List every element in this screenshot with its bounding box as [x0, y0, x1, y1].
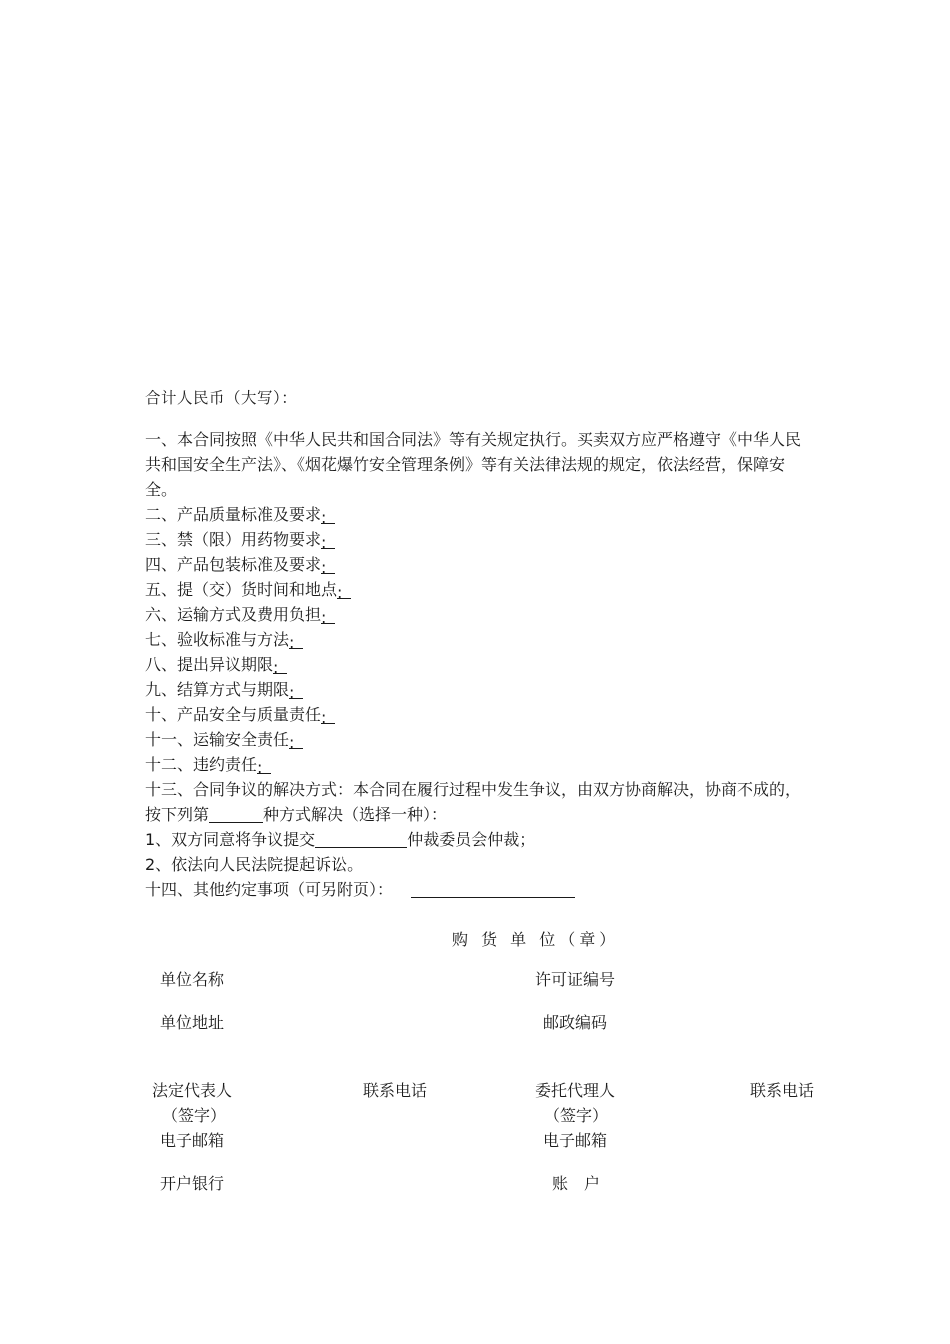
legal-representative-label: 法定代表人	[152, 1081, 233, 1100]
clause-12-colon: :	[257, 758, 263, 777]
unit-address-label: 单位地址	[160, 1013, 225, 1032]
clause-8-colon: :	[273, 658, 279, 677]
clause-7	[145, 627, 810, 652]
clause-14-text: 十四、其他约定事项（可另附页）：	[145, 880, 394, 899]
authorized-agent-label: 委托代理人	[535, 1081, 616, 1100]
clause-2-text: 二、产品质量标准及要求	[145, 505, 322, 524]
clause-2-colon: :	[321, 508, 327, 527]
agent-signature-label: （签字）	[544, 1106, 609, 1125]
clause-9-colon: :	[289, 683, 295, 702]
clause-1: 一、本合同按照《中华人民共和国合同法》等有关规定执行。买卖双方应严格遵守《中华人民共和国安全生产法》、《烟花爆竹安全管理条例》等有关法律法规的规定，依法经营，保障安全。	[145, 430, 802, 499]
clause-10-blank[interactable]	[321, 705, 335, 727]
clause-2	[145, 502, 810, 527]
postal-code-label: 邮政编码	[543, 1013, 608, 1032]
clause-6-colon: :	[321, 608, 327, 627]
unit-name-label: 单位名称	[160, 970, 225, 989]
option-2: 2、依法向人民法院提起诉讼。	[145, 855, 364, 874]
clause-11-blank[interactable]	[289, 730, 303, 752]
clause-3-blank[interactable]	[321, 530, 335, 552]
clause-7-blank[interactable]	[289, 630, 303, 652]
clause-4-colon: :	[321, 558, 327, 577]
bank-label: 开户银行	[160, 1174, 225, 1193]
clause-5-text: 五、提（交）货时间和地点	[145, 580, 338, 599]
clause-11-text: 十一、运输安全责任	[145, 730, 290, 749]
clause-10-colon: :	[321, 708, 327, 727]
clause-3-colon: :	[321, 533, 327, 552]
clause-8-blank[interactable]	[273, 655, 287, 677]
clause-5	[145, 577, 810, 602]
license-number-label: 许可证编号	[535, 970, 616, 989]
email-label-1: 电子邮箱	[160, 1131, 225, 1150]
contact-phone-label-1: 联系电话	[363, 1081, 428, 1100]
clause-13-text-end: 种方式解决（选择一种）：	[263, 805, 448, 824]
clause-3-text: 三、禁（限）用药物要求	[145, 530, 322, 549]
option-1	[145, 827, 810, 852]
clause-7-colon: :	[289, 633, 295, 652]
contract-clauses	[145, 427, 810, 902]
clause-11-colon: :	[289, 733, 295, 752]
clause-12-blank[interactable]	[257, 755, 271, 777]
arbitration-commission-blank[interactable]	[315, 829, 407, 848]
clause-9	[145, 677, 810, 702]
clause-5-colon: :	[337, 583, 343, 602]
total-amount-label: 合计人民币（大写）：	[145, 389, 298, 407]
clause-6	[145, 602, 810, 627]
clause-7-text: 七、验收标准与方法	[145, 630, 290, 649]
clause-5-blank[interactable]	[337, 580, 351, 602]
clause-4	[145, 552, 810, 577]
clause-13	[145, 777, 810, 827]
clause-13-text: 十三、合同争议的解决方式：本合同在履行过程中发生争议，由双方协商解决，协商不成的，按下列第	[145, 780, 802, 824]
option-1-text: 1、双方同意将争议提交	[145, 830, 316, 849]
buyer-seal-title: 购 货 单 位（章）	[452, 930, 620, 949]
clause-12	[145, 752, 810, 777]
clause-6-text: 六、运输方式及费用负担	[145, 605, 322, 624]
clause-10-text: 十、产品安全与质量责任	[145, 705, 322, 724]
clause-8-text: 八、提出异议期限	[145, 655, 274, 674]
clause-14	[145, 877, 810, 902]
email-label-2: 电子邮箱	[543, 1131, 608, 1150]
clause-11	[145, 727, 810, 752]
clause-13-choice-blank[interactable]	[209, 804, 263, 823]
clause-4-blank[interactable]	[321, 555, 335, 577]
legal-rep-signature-label: （签字）	[162, 1106, 227, 1125]
account-label: 账 户	[552, 1174, 601, 1193]
clause-8	[145, 652, 810, 677]
contact-phone-label-2: 联系电话	[750, 1081, 815, 1100]
clause-6-blank[interactable]	[321, 605, 335, 627]
clause-10	[145, 702, 810, 727]
option-1-text-end: 仲裁委员会仲裁；	[407, 830, 536, 849]
clause-9-text: 九、结算方式与期限	[145, 680, 290, 699]
clause-3	[145, 527, 810, 552]
clause-2-blank[interactable]	[321, 505, 335, 527]
clause-9-blank[interactable]	[289, 680, 303, 702]
clause-4-text: 四、产品包装标准及要求	[145, 555, 322, 574]
clause-14-blank[interactable]	[411, 879, 575, 898]
clause-12-text: 十二、违约责任	[145, 755, 258, 774]
